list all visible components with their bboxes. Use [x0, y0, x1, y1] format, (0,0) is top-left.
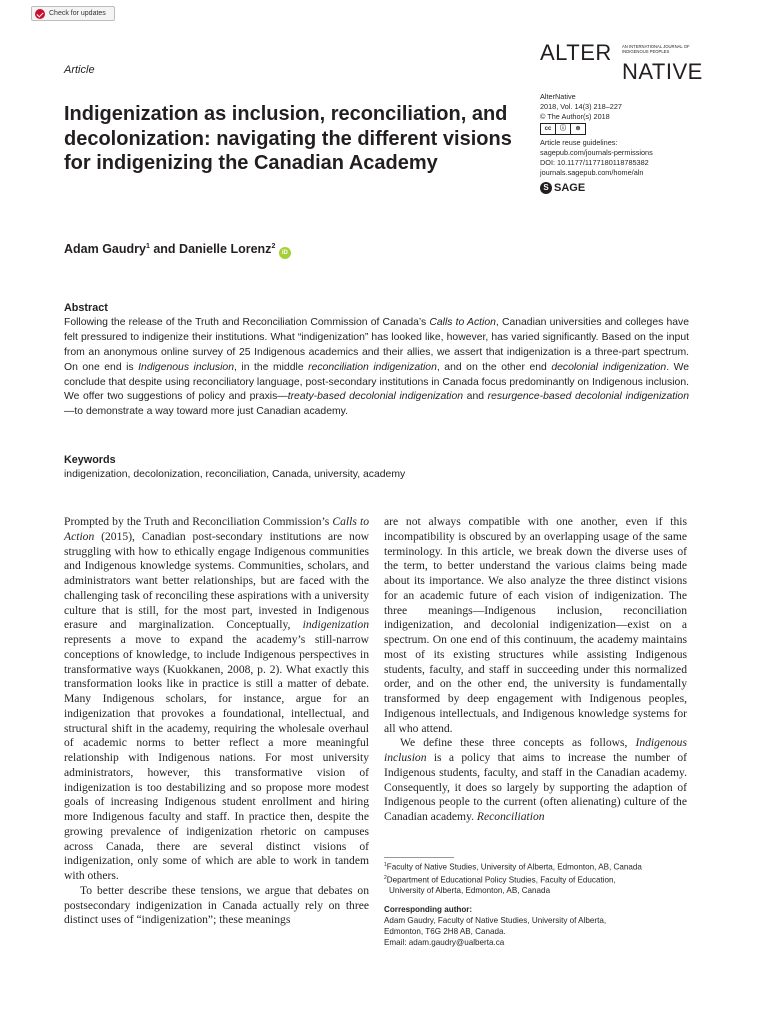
journal-logo	[540, 40, 703, 84]
meta-reuse-link[interactable]: sagepub.com/journals-permissions	[540, 148, 653, 157]
corresponding-author-heading: Corresponding author:	[384, 905, 473, 915]
abstract-heading: Abstract	[64, 302, 108, 314]
author-separator: and	[149, 242, 180, 256]
sage-icon: S	[540, 182, 552, 194]
cc-license-icon[interactable]	[540, 123, 586, 135]
body-paragraph: are not always compatible with one another, even if this incompatibility is obscured by an overlapping usage of the same terminology. In this article, we break down the diverse uses of the term, to better understand the various claims being made about its importance. We also analyze the three distinct visions for an academic future of each vision of indigenization. The three meanings—Indigenous inclusion, reconciliation indigenization, and decolonial indigenization—exist on a spectrum. On one end of this continuum, the academy maintains most of its existing structures while assisting Indigenous students, faculty, and staff in succeeding under this normalized order, and on the other end, the university is fundamentally transformed by deep engagement with Indigenous peoples, Indigenous intellectuals, and Indigenous knowledge systems for all who attend.	[384, 515, 687, 735]
footnotes	[384, 857, 694, 948]
author-2[interactable]: Danielle Lorenz	[179, 242, 272, 256]
body-paragraph: To better describe these tensions, we argue that debates on postsecondary indigenization in Canada actually rely on three distinct uses of “indigenization”; these meanings	[64, 883, 369, 927]
meta-doi-link[interactable]: DOI: 10.1177/1177180118785382	[540, 158, 649, 167]
corresponding-author-line-2: Edmonton, T6G 2H8 AB, Canada.	[384, 927, 506, 937]
body-paragraph: Prompted by the Truth and Reconciliation Commission’s Calls to Action (2015), Canadian post-secondary institutions are now struggling with how to ethically engage Indigenous communities and Indigenous knowledge systems. Communities, scholars, and administrators want better relationships, but are faced with the challenging task of reconciling these aspirations with a university culture that is still, for the most part, invested in Indigenous erasure and marginalization. Conceptually, indigenization represents a move to expand the academy’s still-narrow conceptions of knowledge, to include Indigenous perspectives in transformative ways (Kuokkanen, 2008, p. 2). What exactly this transformation looks like in practice is still a matter of debate. Many Indigenous scholars, for instance, argue for an indigenization that provokes a foundational, intellectual, and structural shift in the academy, requiring the wholesale overhaul of academic norms to better reflect a more meaningful relationship with Indigenous nations. For most university administrators, however, this transformative vision of indigenization is too destabilizing and so propose more modest goals of increasing Indigenous student enrollment and hiring more Indigenous faculty and staff. In practice then, despite the growing prevalence of indigenization rhetoric on campuses across Canada, there are several distinct visions of indigenization, only some of which are able to work in tandem with others.	[64, 515, 369, 882]
journal-logo-word-1: ALTER	[540, 40, 612, 65]
cc-icon: cc	[541, 124, 556, 134]
abstract-text: Following the release of the Truth and Reconciliation Commission of Canada’s Calls to Action, Canadian universities and colleges have felt pressured to indigenize their institutions. What “indigenization” has looked like, however, has varied significantly. Based on the input from an anonymous online survey of 25 Indigenous academics and their allies, we assert that indigenization is a three-part spectrum. On one end is Indigenous inclusion, in the middle reconciliation indigenization, and on the other end decolonial indigenization. We conclude that despite using reconciliatory language, post-secondary institutions in Canada focus predominantly on Indigenous inclusion. We offer two suggestions of policy and praxis—treaty-based decolonial indigenization and resurgence-based decolonial indigenization—to demonstrate a way toward more just Canadian academy.	[64, 316, 690, 418]
body-column-right	[384, 515, 687, 825]
meta-journal-link[interactable]: journals.sagepub.com/home/aln	[540, 168, 644, 177]
keywords-list: indigenization, decolonization, reconciliation, Canada, university, academy	[64, 468, 406, 480]
meta-reuse-label: Article reuse guidelines:	[540, 138, 618, 147]
corresponding-author-email[interactable]: Email: adam.gaudry@ualberta.ca	[384, 938, 505, 948]
meta-volume: 2018, Vol. 14(3) 218–227	[540, 102, 622, 111]
cc-nd-icon: ⊜	[575, 126, 581, 132]
article-type-label: Article	[64, 64, 95, 76]
cc-by-icon: ⓘ	[556, 124, 571, 134]
article-meta	[540, 92, 710, 194]
journal-logo-tagline: AN INTERNATIONAL JOURNAL OF INDIGENOUS PEOPLES	[622, 44, 690, 54]
author-2-affiliation: 2	[271, 242, 276, 250]
check-for-updates-button[interactable]	[31, 6, 115, 21]
affiliation-2: $^2$Department of Educational Policy Studies, Faculty of Education,	[384, 874, 616, 885]
article-title: Indigenization as inclusion, reconciliation, and decolonization: navigating the different visions for indigenizing the Canadian Academy	[64, 103, 512, 174]
publisher-logo	[540, 182, 710, 194]
body-paragraph: We define these three concepts as follows, Indigenous inclusion is a policy that aims to increase the number of Indigenous students, faculty, and staff in the Canadian academy. Consequently, it does so largely by supporting the adaption of Indigenous people to the current (often alienating) culture of the Canadian academy. Reconciliation	[384, 736, 687, 823]
check-updates-icon	[35, 9, 45, 19]
meta-copyright: © The Author(s) 2018	[540, 112, 610, 121]
check-updates-label: Check for updates	[49, 10, 106, 17]
publisher-name: SAGE	[554, 182, 586, 194]
author-1[interactable]: Adam Gaudry	[64, 242, 146, 256]
orcid-icon[interactable]: iD	[279, 247, 291, 259]
keywords-section	[64, 453, 689, 483]
corresponding-author-line-1: Adam Gaudry, Faculty of Native Studies, University of Alberta,	[384, 916, 607, 926]
meta-journal: AlterNative	[540, 92, 576, 101]
affiliation-1: $^1$Faculty of Native Studies, University of Alberta, Edmonton, AB, Canada	[384, 862, 642, 872]
footnote-divider	[384, 857, 454, 858]
author-line	[64, 242, 291, 259]
affiliation-2-continued: University of Alberta, Edmonton, AB, Canada	[389, 886, 551, 896]
keywords-heading: Keywords	[64, 454, 116, 466]
author-1-affiliation: 1	[145, 242, 150, 250]
body-column-left	[64, 515, 369, 928]
journal-logo-word-2: NATIVE	[622, 59, 703, 84]
abstract-section	[64, 301, 689, 420]
